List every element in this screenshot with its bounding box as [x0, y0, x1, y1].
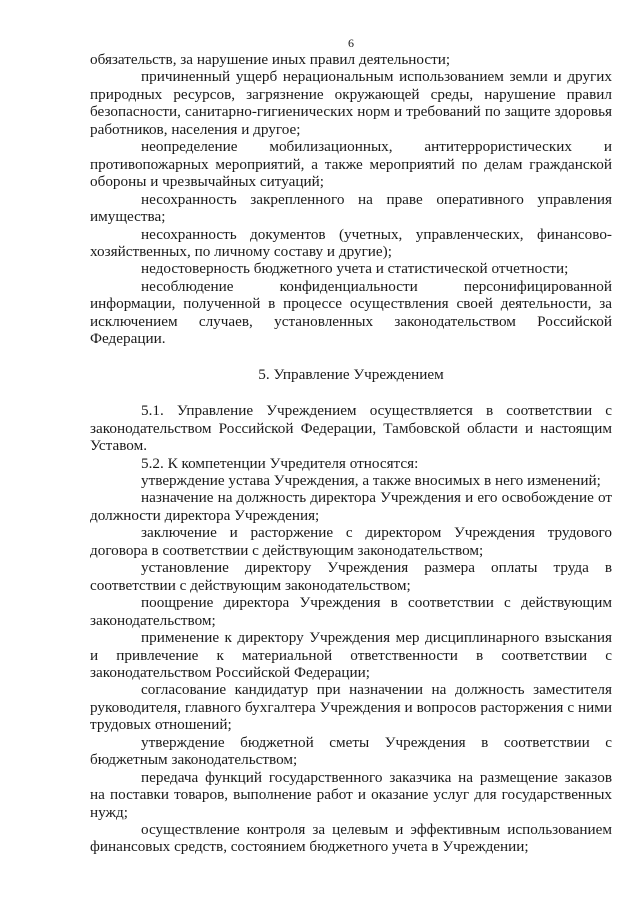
list-item: утверждение устава Учреждения, а также вносимых в него изменений;: [141, 471, 601, 489]
list-item: передача функций государственного заказчика на размещение заказов на поставки товаров, выполнение работ и оказание услуг для государственных нужд;: [90, 768, 612, 821]
paragraph: несохранность документов (учетных, управленческих, финансово-хозяйственных, по личному составу и другие);: [90, 225, 612, 260]
list-item: заключение и расторжение с директором Учреждения трудового договора в соответствии с действующим законодательством;: [90, 524, 612, 559]
paragraph: несоблюдение конфиденциальности персонифицированной информации, полученной в процессе осуществления своей деятельности, за исключением случаев, установленных законодательством Российской Федерации.: [90, 277, 612, 348]
list-item: применение к директору Учреждения мер дисциплинарного взыскания и привлечение к материальной ответственности в соответствии с законодательством Российской Федерации;: [90, 629, 612, 681]
page-number: 6: [348, 36, 354, 50]
paragraph: недостоверность бюджетного учета и статистической отчетности;: [141, 260, 569, 278]
list-item: согласование кандидатур при назначении на должность заместителя руководителя, главного бухгалтера Учреждения и вопросов расторжения с ними трудовых отношений;: [90, 681, 612, 734]
list-item: утверждение бюджетной сметы Учреждения в соответствии с бюджетным законодательством;: [90, 733, 612, 769]
list-item: поощрение директора Учреждения в соответствии с действующим законодательством;: [90, 594, 612, 629]
list-item: назначение на должность директора Учреждения и его освобождение от должности директора Учреждения;: [90, 489, 612, 524]
paragraph: 5.2. К компетенции Учредителя относятся:: [141, 454, 419, 472]
section-heading: 5. Управление Учреждением: [258, 365, 444, 383]
paragraph: причиненный ущерб нерациональным использованием земли и других природных ресурсов, загрязнение окружающей среды, нарушение правил безопасности, санитарно-гигиенических норм и требований по защите здоровья работников, населения и другое;: [90, 68, 612, 138]
list-item: установление директору Учреждения размера оплаты труда в соответствии с действующим законодательством;: [90, 559, 612, 594]
paragraph: обязательств, за нарушение иных правил деятельности;: [90, 51, 451, 68]
paragraph: неопределение мобилизационных, антитеррористических и противопожарных мероприятий, а также мероприятий по делам гражданской обороны и чрезвычайных ситуаций;: [90, 138, 612, 191]
list-item: осуществление контроля за целевым и эффективным использованием финансовых средств, состоянием бюджетного учета в Учреждении;: [90, 821, 612, 856]
paragraph: 5.1. Управление Учреждением осуществляется в соответствии с законодательством Российской Федерации, Тамбовской области и настоящим Уставом.: [90, 402, 612, 455]
paragraph: несохранность закрепленного на праве оперативного управления имущества;: [90, 190, 612, 226]
document-body: [90, 51, 612, 856]
